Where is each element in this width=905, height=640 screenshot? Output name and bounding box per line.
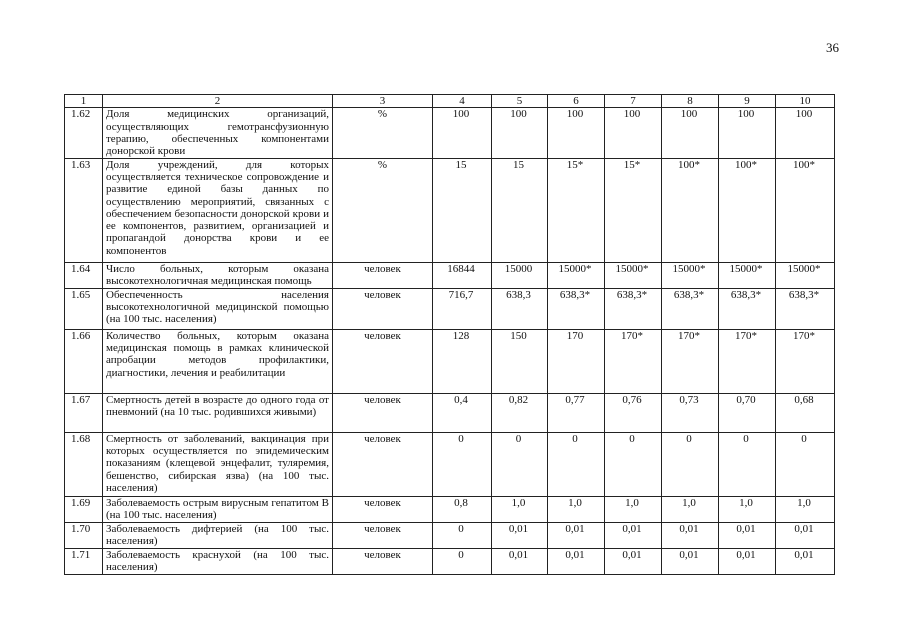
value-cell: 0,4 xyxy=(433,393,492,432)
table-row xyxy=(65,548,835,574)
value-cell: 150 xyxy=(492,329,548,393)
value-cell: 0,76 xyxy=(605,393,662,432)
indicator-name: Число больных, которым оказана высокотехнологичная медицинская помощь xyxy=(103,262,333,288)
header-cell: 10 xyxy=(776,95,835,108)
value-cell: 638,3* xyxy=(776,288,835,329)
value-cell: 1,0 xyxy=(605,496,662,522)
value-cell: 100 xyxy=(605,108,662,158)
row-number: 1.65 xyxy=(65,288,103,329)
unit-cell: человек xyxy=(333,288,433,329)
value-cell: 15000* xyxy=(548,262,605,288)
value-cell: 15* xyxy=(548,158,605,262)
value-cell: 0,01 xyxy=(719,522,776,548)
header-cell: 5 xyxy=(492,95,548,108)
row-number: 1.68 xyxy=(65,432,103,496)
table-row xyxy=(65,108,835,158)
value-cell: 0 xyxy=(776,432,835,496)
value-cell: 100* xyxy=(662,158,719,262)
value-cell: 0,73 xyxy=(662,393,719,432)
value-cell: 15000 xyxy=(492,262,548,288)
value-cell: 0 xyxy=(662,432,719,496)
indicator-name: Обеспеченность населения высокотехнологичной медицинской помощью (на 100 тыс. населения) xyxy=(103,288,333,329)
header-cell: 7 xyxy=(605,95,662,108)
value-cell: 100 xyxy=(776,108,835,158)
value-cell: 638,3* xyxy=(719,288,776,329)
row-number: 1.62 xyxy=(65,108,103,158)
unit-cell: человек xyxy=(333,432,433,496)
value-cell: 0,01 xyxy=(492,548,548,574)
value-cell: 0 xyxy=(548,432,605,496)
value-cell: 170* xyxy=(605,329,662,393)
table-row xyxy=(65,288,835,329)
value-cell: 1,0 xyxy=(492,496,548,522)
value-cell: 1,0 xyxy=(776,496,835,522)
value-cell: 0,01 xyxy=(548,522,605,548)
value-cell: 15000* xyxy=(776,262,835,288)
value-cell: 0 xyxy=(605,432,662,496)
indicator-name: Смертность детей в возрасте до одного года от пневмоний (на 10 тыс. родившихся живыми) xyxy=(103,393,333,432)
value-cell: 0,01 xyxy=(548,548,605,574)
value-cell: 100 xyxy=(548,108,605,158)
value-cell: 15* xyxy=(605,158,662,262)
value-cell: 716,7 xyxy=(433,288,492,329)
indicator-name: Заболеваемость острым вирусным гепатитом В (на 100 тыс. населения) xyxy=(103,496,333,522)
unit-cell: человек xyxy=(333,548,433,574)
row-number: 1.70 xyxy=(65,522,103,548)
value-cell: 0 xyxy=(719,432,776,496)
table-row xyxy=(65,393,835,432)
value-cell: 0 xyxy=(433,522,492,548)
value-cell: 638,3* xyxy=(548,288,605,329)
value-cell: 128 xyxy=(433,329,492,393)
unit-cell: человек xyxy=(333,522,433,548)
value-cell: 1,0 xyxy=(548,496,605,522)
value-cell: 0,01 xyxy=(776,522,835,548)
header-cell: 2 xyxy=(103,95,333,108)
value-cell: 0,8 xyxy=(433,496,492,522)
value-cell: 0,01 xyxy=(662,548,719,574)
value-cell: 1,0 xyxy=(719,496,776,522)
indicator-name: Смертность от заболеваний, вакцинация при которых осуществляется по эпидемическим показаниям (клещевой энцефалит, туляремия, бешенство, сибирская язва) (на 100 тыс. населения) xyxy=(103,432,333,496)
unit-cell: человек xyxy=(333,393,433,432)
table-row xyxy=(65,432,835,496)
value-cell: 170* xyxy=(776,329,835,393)
indicator-name: Доля медицинских организаций, осуществляющих гемотрансфузионную терапию, обеспеченных компонентами донорской крови xyxy=(103,108,333,158)
value-cell: 0,70 xyxy=(719,393,776,432)
value-cell: 15 xyxy=(492,158,548,262)
header-row xyxy=(65,95,835,108)
value-cell: 170* xyxy=(662,329,719,393)
value-cell: 0,01 xyxy=(719,548,776,574)
value-cell: 0,77 xyxy=(548,393,605,432)
value-cell: 15 xyxy=(433,158,492,262)
unit-cell: человек xyxy=(333,262,433,288)
value-cell: 0,68 xyxy=(776,393,835,432)
value-cell: 1,0 xyxy=(662,496,719,522)
header-cell: 3 xyxy=(333,95,433,108)
table-row xyxy=(65,522,835,548)
indicator-name: Заболеваемость краснухой (на 100 тыс. населения) xyxy=(103,548,333,574)
unit-cell: % xyxy=(333,108,433,158)
value-cell: 15000* xyxy=(605,262,662,288)
header-cell: 6 xyxy=(548,95,605,108)
value-cell: 638,3* xyxy=(605,288,662,329)
value-cell: 0 xyxy=(433,432,492,496)
indicator-name: Заболеваемость дифтерией (на 100 тыс. населения) xyxy=(103,522,333,548)
value-cell: 0,01 xyxy=(776,548,835,574)
unit-cell: человек xyxy=(333,496,433,522)
value-cell: 100 xyxy=(662,108,719,158)
unit-cell: человек xyxy=(333,329,433,393)
value-cell: 0,01 xyxy=(605,548,662,574)
row-number: 1.64 xyxy=(65,262,103,288)
value-cell: 15000* xyxy=(662,262,719,288)
table-row xyxy=(65,262,835,288)
value-cell: 0,01 xyxy=(492,522,548,548)
value-cell: 16844 xyxy=(433,262,492,288)
row-number: 1.71 xyxy=(65,548,103,574)
header-cell: 8 xyxy=(662,95,719,108)
header-cell: 4 xyxy=(433,95,492,108)
row-number: 1.63 xyxy=(65,158,103,262)
value-cell: 100 xyxy=(719,108,776,158)
value-cell: 0,01 xyxy=(605,522,662,548)
table-row xyxy=(65,329,835,393)
indicators-table xyxy=(64,94,835,575)
header-cell: 1 xyxy=(65,95,103,108)
value-cell: 15000* xyxy=(719,262,776,288)
value-cell: 0 xyxy=(433,548,492,574)
page-number: 36 xyxy=(826,40,839,55)
value-cell: 170* xyxy=(719,329,776,393)
value-cell: 100 xyxy=(492,108,548,158)
unit-cell: % xyxy=(333,158,433,262)
table-row xyxy=(65,496,835,522)
value-cell: 0 xyxy=(492,432,548,496)
indicator-name: Доля учреждений, для которых осуществляется техническое сопровождение и развитие единой базы данных по осуществлению мероприятий, связанных с обеспечением безопасности донорской крови и ее компонентов, развитием, организацией и пропагандой донорства крови и ее компонентов xyxy=(103,158,333,262)
indicator-name: Количество больных, которым оказана медицинская помощь в рамках клинической апробации методов профилактики, диагностики, лечения и реабилитации xyxy=(103,329,333,393)
header-cell: 9 xyxy=(719,95,776,108)
table-row xyxy=(65,158,835,262)
value-cell: 0,82 xyxy=(492,393,548,432)
value-cell: 100 xyxy=(433,108,492,158)
value-cell: 638,3 xyxy=(492,288,548,329)
value-cell: 100* xyxy=(776,158,835,262)
row-number: 1.69 xyxy=(65,496,103,522)
value-cell: 638,3* xyxy=(662,288,719,329)
value-cell: 170 xyxy=(548,329,605,393)
row-number: 1.66 xyxy=(65,329,103,393)
value-cell: 100* xyxy=(719,158,776,262)
row-number: 1.67 xyxy=(65,393,103,432)
value-cell: 0,01 xyxy=(662,522,719,548)
